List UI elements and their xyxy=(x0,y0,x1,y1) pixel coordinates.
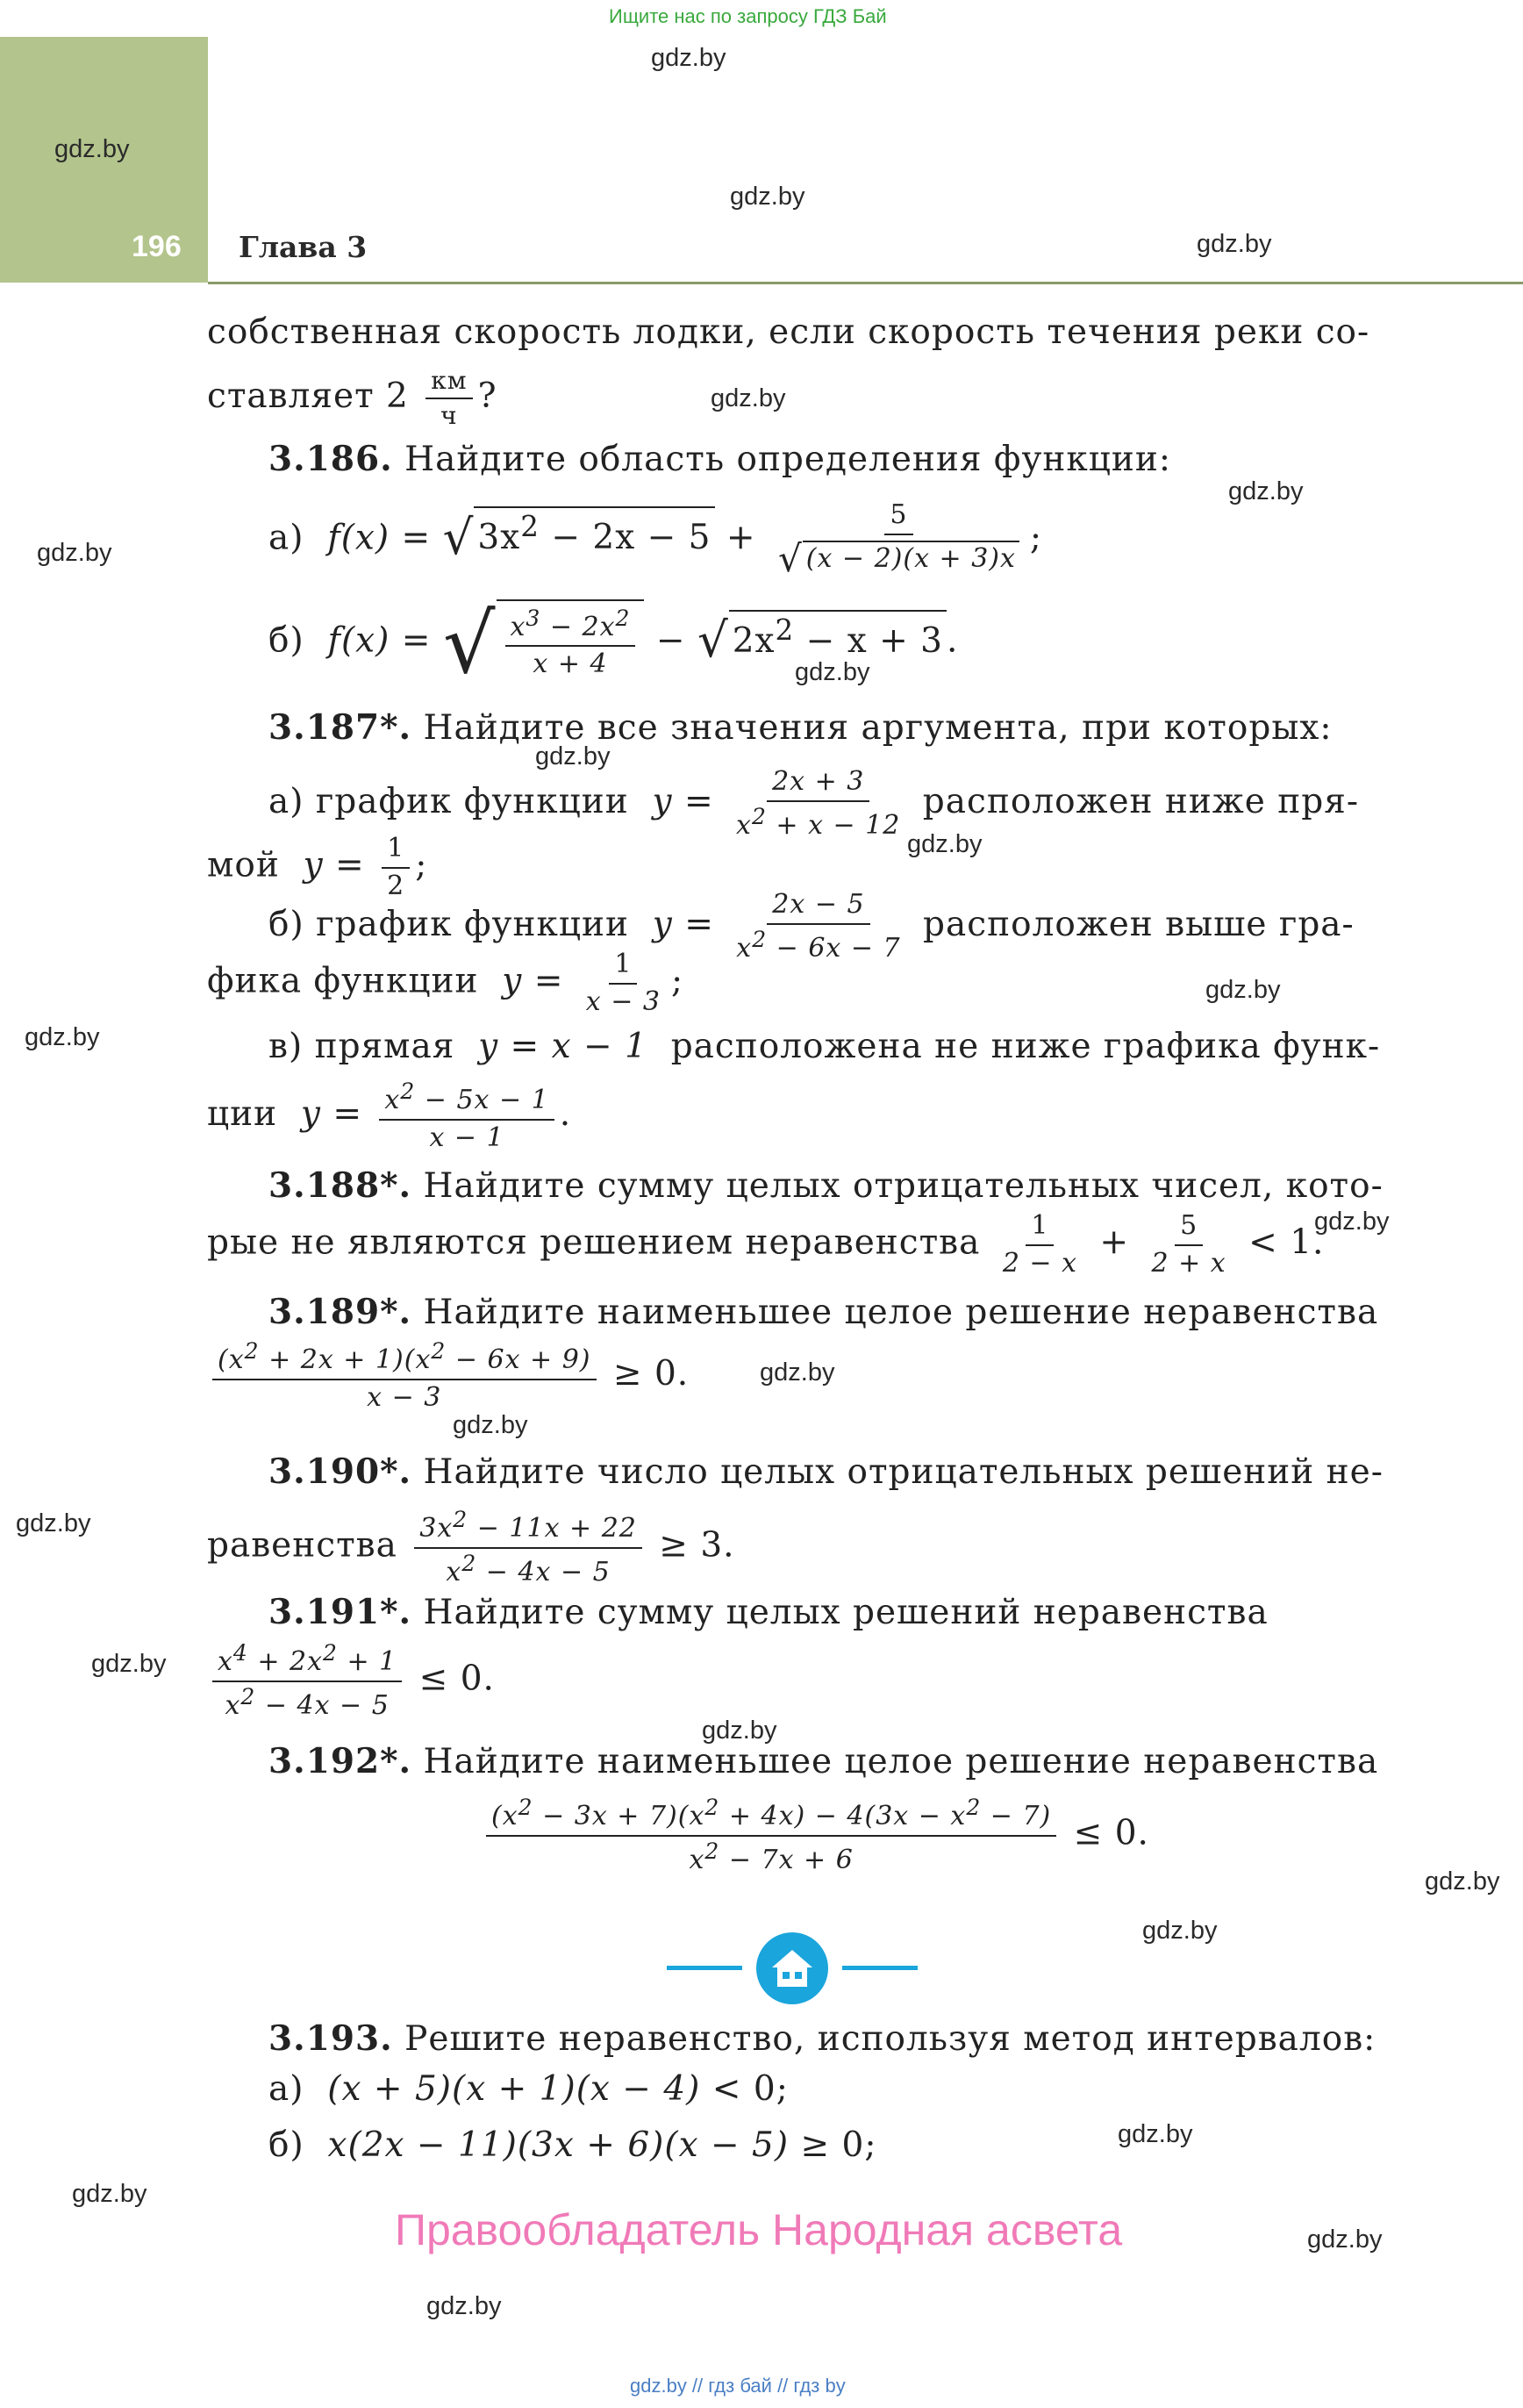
header-rule xyxy=(208,282,1523,284)
problem-text: Найдите наименьшее целое решение неравенства xyxy=(423,1293,1379,1332)
problem-3-187-c-cont: ции y = $\frac{x^2 - 5x - 1}{x - 1}$ . xyxy=(207,1079,572,1153)
problem-3-190-heading xyxy=(268,1451,1384,1492)
problem-text: Решите неравенство, используя метод интервалов: xyxy=(404,2019,1376,2059)
watermark: gdz.by xyxy=(1142,1917,1218,1945)
problem-3-191-heading xyxy=(268,1592,1269,1632)
problem-3-189-inequality: $\frac{(x^2 + 2x + 1)(x^2 - 6x + 9)}{x - 3}$ ≥ 0. xyxy=(207,1339,689,1413)
problem-number: 3.191*. xyxy=(268,1592,412,1632)
text-fragment: рые не являются решением неравенства xyxy=(207,1222,981,1263)
problem-text: Найдите сумму целых отрицательных чисел, кото- xyxy=(423,1166,1384,1206)
problem-3-192-inequality: $\frac{(x^2 - 3x + 7)(x^2 + 4x) - 4(3x - x^2 - 7)}{x^2 - 7x + 6}$ ≤ 0. xyxy=(481,1795,1149,1875)
problem-3-187-b: б) график функции y = $\frac{2x - 5}{x^2 - 6x - 7}$ расположен выше гра- xyxy=(268,889,1355,964)
problem-3-191-inequality: $\frac{x^4 + 2x^2 + 1}{x^2 - 4x - 5}$ ≤ 0. xyxy=(207,1641,495,1721)
copyright-notice: Правообладатель Народная асвета xyxy=(395,2205,1123,2254)
problem-number: 3.186. xyxy=(268,439,393,479)
problem-3-187-b-cont: фика функции y = $\frac{1}{x - 3}$ ; xyxy=(207,949,684,1017)
watermark: gdz.by xyxy=(730,183,805,211)
problem-3-188-cont: рые не являются решением неравенства $\frac{1}{2 - x}$ + $\frac{5}{2 + x}$ < 1. xyxy=(207,1210,1325,1279)
problem-3-187-c: в) прямая y = x − 1 расположена не ниже графика функ- xyxy=(268,1027,1381,1066)
watermark: gdz.by xyxy=(1205,976,1281,1004)
text-fragment: а) график функции xyxy=(268,782,629,821)
bottom-links[interactable]: gdz.by // гдз бай // гдз by xyxy=(630,2375,846,2397)
watermark: gdz.by xyxy=(1118,2120,1193,2148)
watermark: gdz.by xyxy=(72,2180,147,2208)
text-fragment: фика функции xyxy=(207,961,479,1001)
watermark: gdz.by xyxy=(1197,230,1272,258)
text-fragment: расположена не ниже графика функ- xyxy=(670,1027,1381,1066)
problem-text: Найдите область определения функции: xyxy=(404,440,1171,479)
watermark: gdz.by xyxy=(1307,2225,1383,2254)
problem-text: Найдите сумму целых решений неравенства xyxy=(423,1593,1269,1632)
watermark: gdz.by xyxy=(453,1411,528,1439)
watermark: gdz.by xyxy=(651,44,726,72)
home-icon xyxy=(756,1932,828,2004)
item-label: б) xyxy=(268,620,304,661)
watermark: gdz.by xyxy=(37,539,112,567)
unit-denominator: ч xyxy=(440,401,458,431)
unit-numerator: км xyxy=(425,367,472,399)
problem-number: 3.190*. xyxy=(268,1451,412,1492)
problem-number: 3.192*. xyxy=(268,1741,412,1781)
item-label: а) xyxy=(268,518,304,558)
question-mark: ? xyxy=(477,376,497,417)
text-fragment: мой xyxy=(207,845,280,885)
watermark: gdz.by xyxy=(711,384,786,412)
watermark: gdz.by xyxy=(1228,477,1304,505)
watermark: gdz.by xyxy=(1425,1867,1500,1896)
problem-number: 3.189*. xyxy=(268,1292,412,1332)
chapter-title: Глава 3 xyxy=(239,230,368,264)
watermark: gdz.by xyxy=(16,1509,91,1537)
problem-text: Найдите число целых отрицательных решений не- xyxy=(423,1452,1384,1492)
problem-3-188-heading xyxy=(268,1165,1384,1206)
watermark: gdz.by xyxy=(91,1650,167,1678)
item-label: б) xyxy=(268,2125,304,2165)
problem-3-186-a: а) f(x) = √ $3x^2 - 2x - 5$ + $\frac{5}{√ (x - 2)(x + 3)x}$ ; xyxy=(268,499,1043,580)
text-fragment: расположен ниже пря- xyxy=(922,782,1360,821)
problem-number: 3.187*. xyxy=(268,707,412,748)
problem-text: Найдите наименьшее целое решение неравенства xyxy=(423,1742,1379,1781)
watermark: gdz.by xyxy=(535,742,611,770)
item-label: а) xyxy=(268,2069,304,2109)
unit-fraction xyxy=(425,367,472,430)
watermark: gdz.by xyxy=(795,658,870,686)
watermark: gdz.by xyxy=(702,1716,777,1745)
page-number: 196 xyxy=(132,230,182,263)
watermark: gdz.by xyxy=(54,135,130,163)
text-fragment: б) график функции xyxy=(268,905,629,944)
problem-number: 3.188*. xyxy=(268,1165,412,1206)
problem-number: 3.193. xyxy=(268,2018,393,2059)
watermark: gdz.by xyxy=(1314,1208,1390,1236)
text-line xyxy=(207,367,497,430)
problem-3-187-a-cont: мой y = $\frac{1}{2}$ ; xyxy=(207,833,428,901)
watermark: gdz.by xyxy=(760,1358,835,1387)
text-fragment: в) прямая xyxy=(268,1027,455,1066)
problem-3-189-heading xyxy=(268,1292,1378,1332)
watermark: gdz.by xyxy=(907,830,983,858)
problem-3-192-heading xyxy=(268,1741,1378,1781)
problem-3-193-heading xyxy=(268,2018,1376,2059)
watermark: gdz.by xyxy=(25,1023,100,1051)
text-fragment: расположен выше гра- xyxy=(923,905,1355,944)
watermark: gdz.by xyxy=(426,2292,502,2320)
problem-3-186-b: б) f(x) = √ $\frac{x^3 - 2x^2}{x + 4}$ − √ $2x^2 - x + 3$ . xyxy=(268,597,959,692)
divider-line xyxy=(842,1966,918,1970)
text-fragment: ции xyxy=(207,1094,278,1134)
problem-3-193-b: б) x(2x − 11)(3x + 6)(x − 5) ≥ 0; xyxy=(268,2125,877,2165)
problem-3-186-heading xyxy=(268,439,1171,479)
text-line: собственная скорость лодки, если скорость течения реки со- xyxy=(207,312,1370,352)
text-fragment: равенства xyxy=(207,1525,397,1566)
divider-line xyxy=(667,1966,742,1970)
problem-3-187-heading xyxy=(268,707,1333,748)
top-search-link[interactable]: Ищите нас по запросу ГДЗ Бай xyxy=(609,5,887,27)
problem-3-190-cont: равенства $\frac{3x^2 - 11x + 22}{x^2 - 4x - 5}$ ≥ 3. xyxy=(207,1507,735,1587)
text-fragment: ставляет 2 xyxy=(207,376,409,417)
problem-3-187-a: а) график функции y = $\frac{2x + 3}{x^2 + x - 12}$ расположен ниже пря- xyxy=(268,766,1360,841)
problem-3-193-a: а) (x + 5)(x + 1)(x − 4) < 0; xyxy=(268,2069,789,2109)
problem-text: Найдите все значения аргумента, при которых: xyxy=(423,708,1333,748)
